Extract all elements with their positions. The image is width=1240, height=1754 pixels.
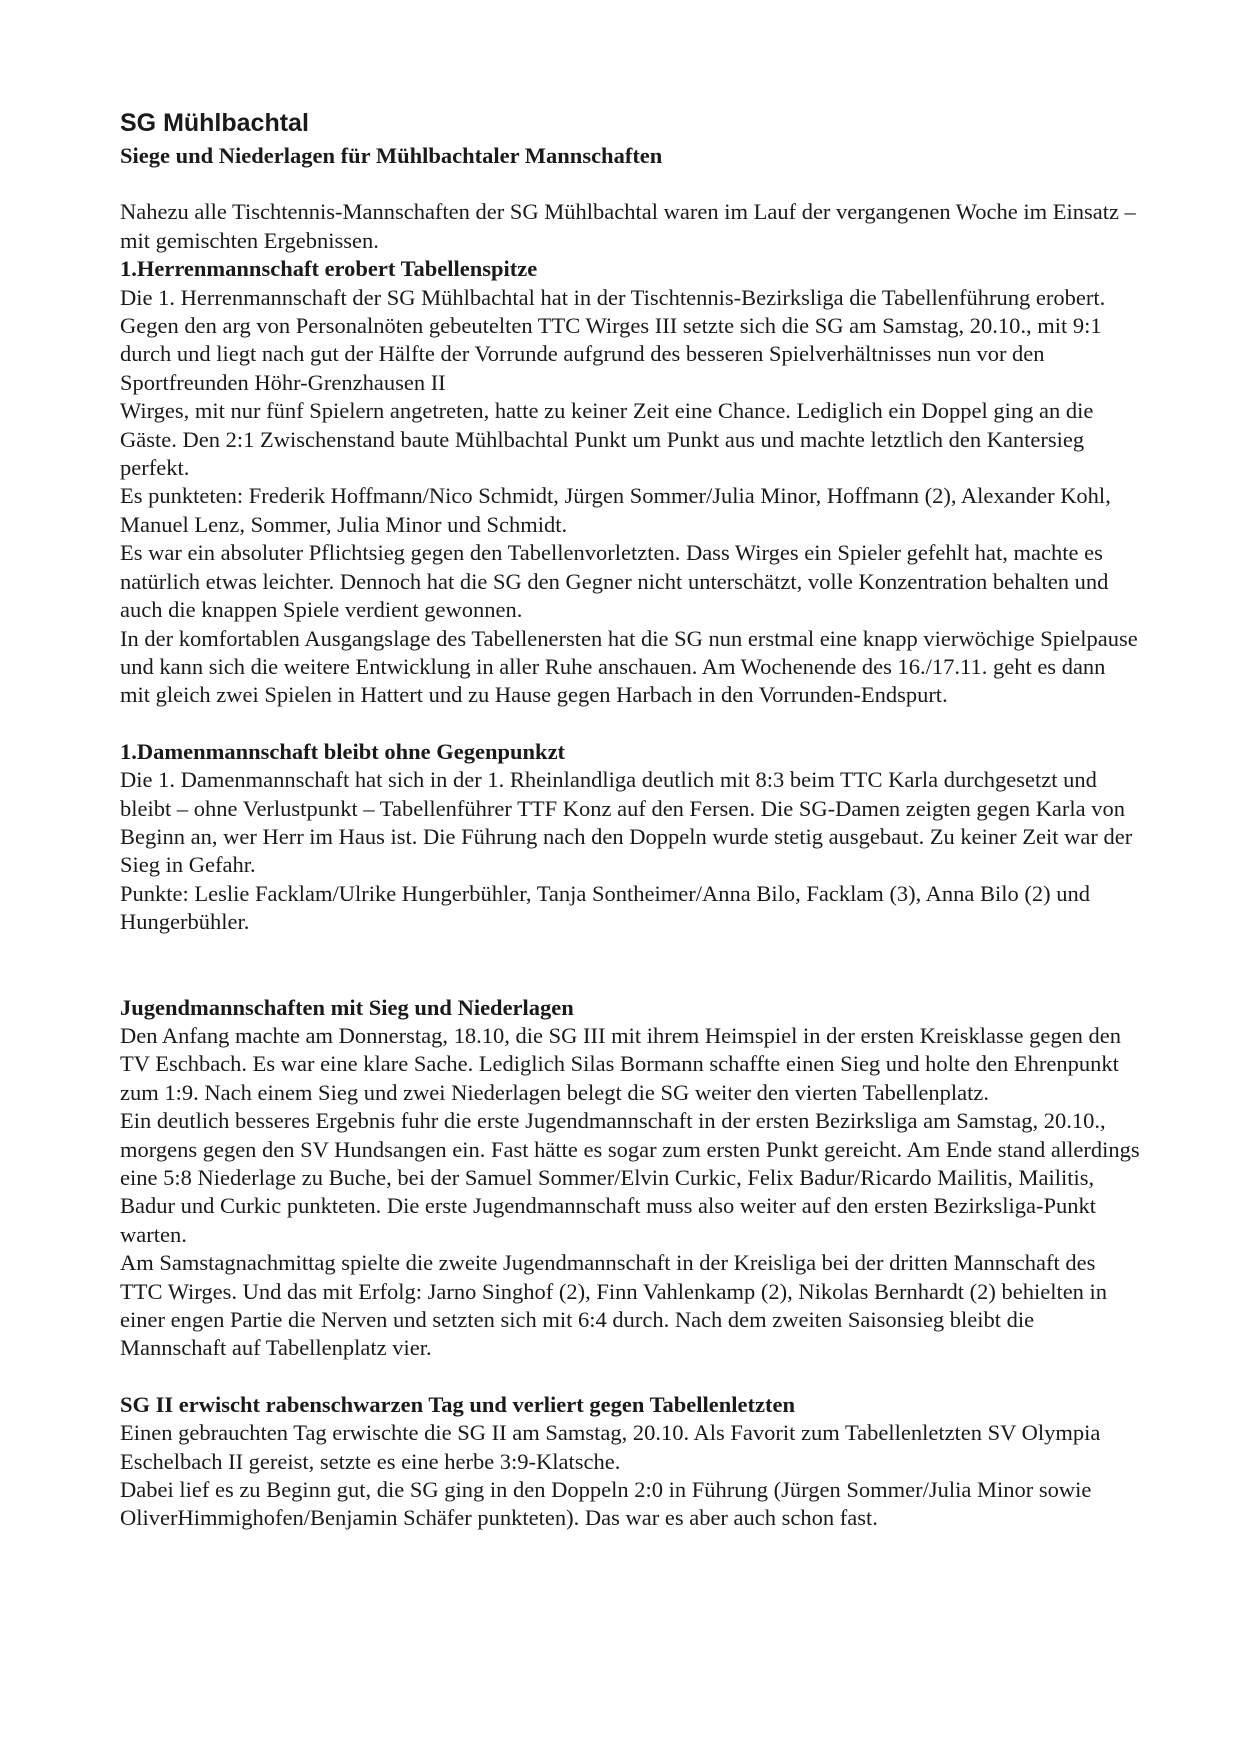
paragraph: Dabei lief es zu Beginn gut, die SG ging in den Doppeln 2:0 in Führung (Jürgen Sommer/Julia Minor sowie OliverHimmighofen/Benjamin Schäfer punkteten). Das war es aber auch schon fast. [120,1477,1092,1531]
intro-paragraph: Nahezu alle Tischtennis-Mannschaften der SG Mühlbachtal waren im Lauf der vergangenen Woche im Einsatz – mit gemischten Ergebnissen. [120,199,1136,253]
section-sg-ii [120,1391,1140,1533]
document-page [120,108,1140,1561]
paragraph: Den Anfang machte am Donnerstag, 18.10, die SG III mit ihrem Heimspiel in der ersten Kreisklasse gegen den TV Eschbach. Es war eine klare Sache. Lediglich Silas Bormann schaffte einen Sieg und holte den Ehrenpunkt zum 1:9. Nach einem Sieg und zwei Niederlagen belegt die SG weiter den vierten Tabellenplatz. [120,1022,1121,1105]
paragraph: Einen gebrauchten Tag erwischte die SG II am Samstag, 20.10. Als Favorit zum Tabellenletzten SV Olympia Eschelbach II gereist, setzte es eine herbe 3:9-Klatsche. [120,1420,1101,1474]
paragraph: Es war ein absoluter Pflichtsieg gegen den Tabellenvorletzten. Dass Wirges ein Spieler gefehlt hat, machte es natürlich etwas leichter. Dennoch hat die SG den Gegner nicht unterschätzt, volle Konzentration behalten und auch die knappen Spiele verdient gewonnen. [120,540,1109,623]
paragraph: In der komfortablen Ausgangslage des Tabellenersten hat die SG nun erstmal eine knapp vierwöchige Spielpause und kann sich die weitere Entwicklung in aller Ruhe anschauen. Am Wochenende des 16./17.11. geht es dann mit gleich zwei Spielen in Hattert und zu Hause gegen Harbach in den Vorrunden-Endspurt. [120,625,1138,708]
section-heading: SG II erwischt rabenschwarzen Tag und verliert gegen Tabellenletzten [120,1391,795,1417]
section-herren [120,255,1140,710]
paragraph: Es punkteten: Frederik Hoffmann/Nico Schmidt, Jürgen Sommer/Julia Minor, Hoffmann (2), Alexander Kohl, Manuel Lenz, Sommer, Julia Minor und Schmidt. [120,483,1111,537]
section-heading: 1.Damenmannschaft bleibt ohne Gegenpunkzt [120,738,566,764]
section-jugend [120,994,1140,1363]
paragraph: Ein deutlich besseres Ergebnis fuhr die erste Jugendmannschaft in der ersten Bezirksliga am Samstag, 20.10., morgens gegen den SV Hundsangen ein. Fast hätte es sogar zum ersten Punkt gereicht. Am Ende stand allerdings eine 5:8 Niederlage zu Buche, bei der Samuel Sommer/Elvin Curkic, Felix Badur/Ricardo Mailitis, Mailitis, Badur und Curkic punkteten. Die erste Jugendmannschaft muss also weiter auf den ersten Bezirksliga-Punkt warten. [120,1108,1140,1247]
document-title: SG Mühlbachtal [120,109,309,137]
paragraph: Punkte: Leslie Facklam/Ulrike Hungerbühler, Tanja Sontheimer/Anna Bilo, Facklam (3), Anna Bilo (2) und Hungerbühler. [120,880,1091,935]
document-subtitle: Siege und Niederlagen für Mühlbachtaler Mannschaften [120,143,663,168]
paragraph: Wirges, mit nur fünf Spielern angetreten, hatte zu keiner Zeit eine Chance. Lediglich ein Doppel ging an die Gäste. Den 2:1 Zwischenstand baute Mühlbachtal Punkt um Punkt aus und machte letztlich den Kantersieg perfekt. [120,398,1094,481]
section-heading: Jugendmannschaften mit Sieg und Niederlagen [120,994,574,1020]
paragraph: Die 1. Damenmannschaft hat sich in der 1. Rheinlandliga deutlich mit 8:3 beim TTC Karla durchgesetzt und bleibt – ohne Verlustpunkt – Tabellenführer TTF Konz auf den Fersen. Die SG-Damen zeigten gegen Karla von Beginn an, wer Herr im Haus ist. Die Führung nach den Doppeln wurde stetig ausgebaut. Zu keiner Zeit war der Sieg in Gefahr. [120,767,1133,878]
section-damen [120,738,1140,937]
paragraph: Die 1. Herrenmannschaft der SG Mühlbachtal hat in der Tischtennis-Bezirksliga die Tabellenführung erobert. Gegen den arg von Personalnöten gebeutelten TTC Wirges III setzte sich die SG am Samstag, 20.10., mit 9:1 durch und liegt nach gut der Hälfte der Vorrunde aufgrund des besseren Spielverhältnisses nun vor den Sportfreunden Höhr-Grenzhausen II [120,284,1106,395]
paragraph: Am Samstagnachmittag spielte die zweite Jugendmannschaft in der Kreisliga bei der dritten Mannschaft des TTC Wirges. Und das mit Erfolg: Jarno Singhof (2), Finn Vahlenkamp (2), Nikolas Bernhardt (2) behielten in einer engen Partie die Nerven und setzten sich mit 6:4 durch. Nach dem zweiten Saisonsieg bleibt die Mannschaft auf Tabellenplatz vier. [120,1250,1108,1361]
section-heading: 1.Herrenmannschaft erobert Tabellenspitze [120,256,538,282]
